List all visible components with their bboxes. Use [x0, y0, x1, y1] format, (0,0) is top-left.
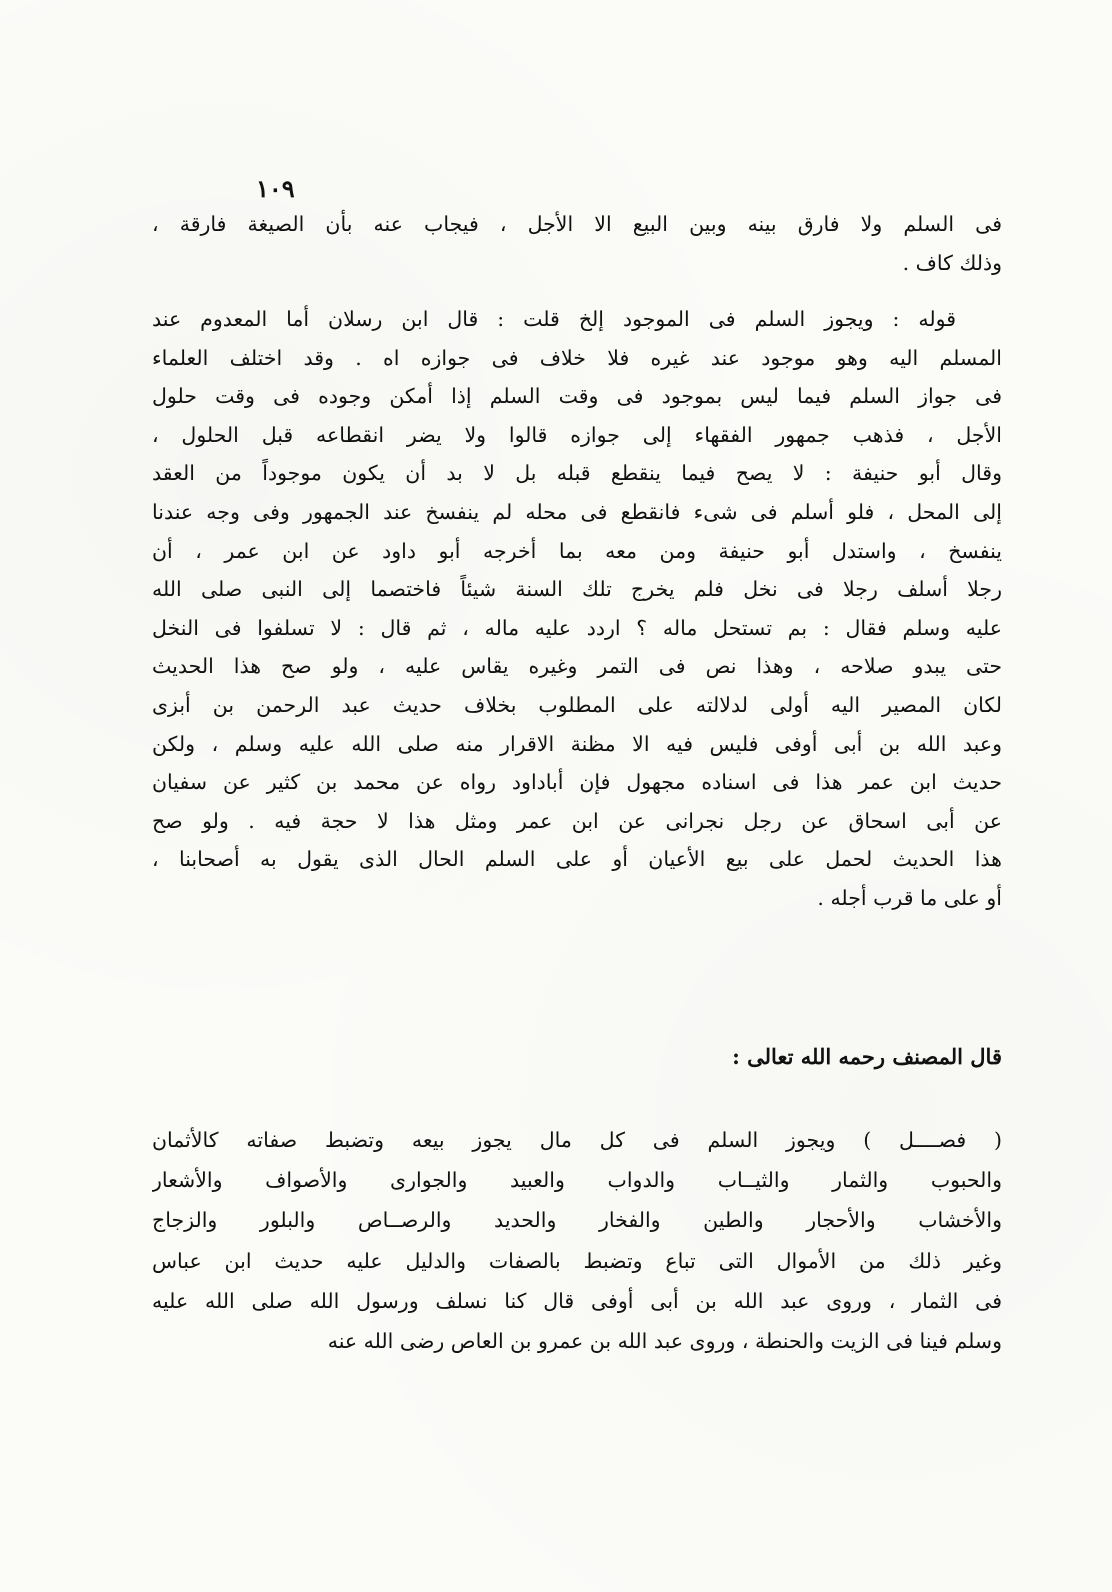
text-line: رجلا أسلف رجلا فى نخل فلم يخرج تلك السنة شيئاً فاختصما إلى النبى صلى الله — [152, 577, 1002, 602]
text-line: فى جواز السلم فيما ليس بموجود فى وقت السلم إذا أمكن وجوده فى وقت حلول — [152, 384, 1002, 409]
text-line: لكان المصير اليه أولى لدلالته على المطلوب بخلاف حديث عبد الرحمن بن أبزى — [152, 692, 1002, 717]
text-line: هذا الحديث لحمل على بيع الأعيان أو على السلم الحال الذى يقول به أصحابنا ، — [152, 847, 1002, 872]
text-line: إلى المحل ، فلو أسلم فى شىء فانقطع فى محله لم ينفسخ عند الجمهور وفى وجه عندنا — [152, 499, 1002, 524]
text-line: حديث ابن عمر هذا فى اسناده مجهول فإن أباداود رواه عن محمد بن كثير عن سفيان — [152, 770, 1002, 795]
page-number: ١٠٩ — [256, 174, 295, 203]
text-line: قوله : ويجوز السلم فى الموجود إلخ قلت : قال ابن رسلان أما المعدوم عند — [152, 307, 956, 331]
commentary-paragraph — [152, 300, 1002, 918]
text-line: عليه وسلم فقال : بم تستحل ماله ؟ اردد عليه ماله ، ثم قال : لا تسلفوا فى النخل — [152, 615, 1002, 640]
paragraph-continuation — [152, 205, 1002, 282]
section-heading: قال المصنف رحمه الله تعالى : — [732, 1044, 1002, 1069]
text-line: ينفسخ ، واستدل أبو حنيفة ومن معه بما أخرجه أبو داود عن ابن عمر ، أن — [152, 538, 1002, 563]
text-line: وعبد الله بن أبى أوفى فليس فيه الا مظنة الاقرار منه صلى الله عليه وسلم ، ولكن — [152, 731, 1002, 756]
text-line: فى السلم ولا فارق بينه وبين البيع الا الأجل ، فيجاب عنه بأن الصيغة فارقة ، — [152, 212, 1002, 236]
text-line: وغير ذلك من الأموال التى تباع وتضبط بالصفات والدليل عليه حديث ابن عباس — [152, 1248, 1002, 1273]
text-line: والأخشاب والأحجار والطين والفخار والحديد والرصــاص والبلور والزجاج — [152, 1208, 1002, 1233]
main-text-paragraph — [152, 1120, 1002, 1361]
text-line: الأجل ، فذهب جمهور الفقهاء إلى جوازه قالوا ولا يضر انقطاعه قبل الحلول ، — [152, 422, 1002, 447]
text-line: أو على ما قرب أجله . — [817, 885, 1002, 910]
text-line: وذلك كاف . — [902, 250, 1002, 275]
text-line: ( فصــــل ) ويجوز السلم فى كل مال يجوز بيعه وتضبط صفاته كالأثمان — [152, 1128, 1002, 1152]
text-line: المسلم اليه وهو موجود عند غيره فلا خلاف فى جوازه اه . وقد اختلف العلماء — [152, 345, 1002, 370]
text-line: عن أبى اسحاق عن رجل نجرانى عن ابن عمر ومثل هذا لا حجة فيه . ولو صح — [152, 808, 1002, 833]
text-line: والحبوب والثمار والثيــاب والدواب والعبيد والجوارى والأصواف والأشعار — [152, 1168, 1002, 1193]
text-line: حتى يبدو صلاحه ، وهذا نص فى التمر وغيره يقاس عليه ، ولو صح هذا الحديث — [152, 654, 1002, 679]
text-line: وسلم فينا فى الزيت والحنطة ، وروى عبد الله بن عمرو بن العاص رضى الله عنه — [327, 1328, 1002, 1353]
text-line: فى الثمار ، وروى عبد الله بن أبى أوفى قال كنا نسلف ورسول الله صلى الله عليه — [152, 1288, 1002, 1313]
text-line: وقال أبو حنيفة : لا يصح فيما ينقطع قبله بل لا بد أن يكون موجوداً من العقد — [152, 461, 1002, 486]
